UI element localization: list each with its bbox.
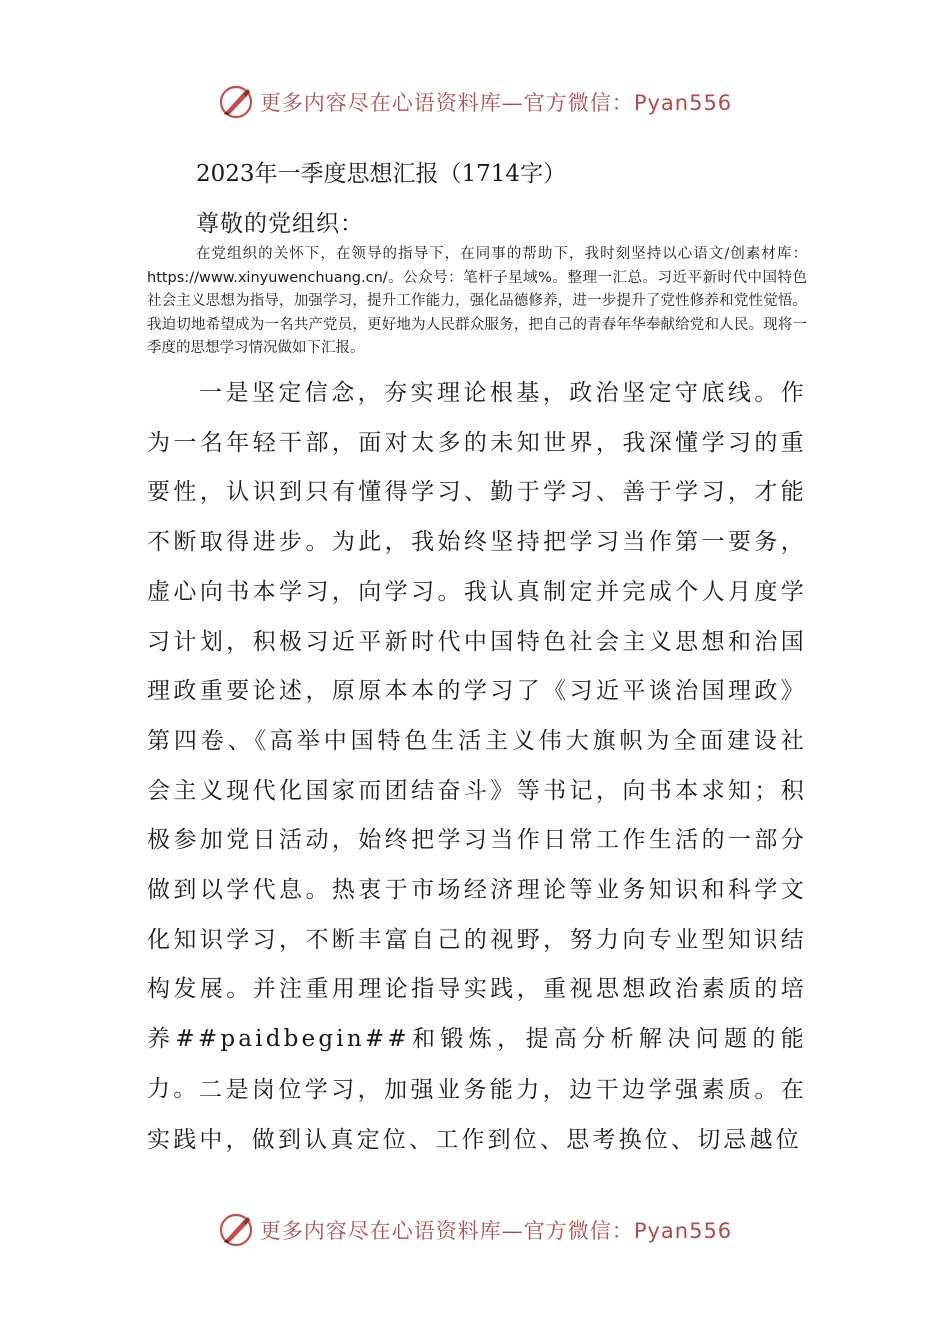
pen-logo-icon <box>218 84 254 120</box>
watermark-banner-top <box>0 82 950 122</box>
document-title: 2023年一季度思想汇报（1714字） <box>196 161 567 187</box>
watermark-text: 更多内容尽在心语资料库—官方微信：Pyan556 <box>259 91 733 115</box>
watermark-text: 更多内容尽在心语资料库—官方微信：Pyan556 <box>259 1219 733 1243</box>
pen-logo-icon <box>218 1212 254 1248</box>
body-paragraph-2: 二是岗位学习，加强业务能力，边干边学强素质。在实践中，做到认真定位、工作到位、思考换位、切忌越位 <box>147 1077 807 1153</box>
watermark-banner-bottom <box>0 1210 950 1250</box>
body-paragraph-1: 一是坚定信念，夯实理论根基，政治坚定守底线。作为一名年轻干部，面对太多的未知世界，我深懂学习的重要性，认识到只有懂得学习、勤于学习、善于学习，才能不断取得进步。为此，我始终坚持把学习当作第一要务，虚心向书本学习，向学习。我认真制定并完成个人月度学习计划，积极习近平新时代中国特色社会主义思想和治国理政重要论述，原原本本的学习了《习近平谈治国理政》第四卷、《高举中国特色生活主义伟大旗帜为全面建设社会主义现代化国家而团结奋斗》等书记，向书本求知；积极参加党日活动，始终把学习当作日常工作生活的一部分做到以学代息。热衷于市场经济理论等业务知识和科学文化知识学习，不断丰富自己的视野，努力向专业型知识结构发展。并注重用理论指导实践，重视思想政治素质的培养##paidbegin##和锻炼，提高分析解决问题的能力。 <box>147 380 807 1102</box>
intro-paragraph: 在党组织的关怀下，在领导的指导下，在同事的帮助下，我时刻坚持以心语文/创素材库：https://www.xinyuwenchuang.cn/。公众号：笔杆子星域%。整理一汇总。习近平新时代中国特色社会主义思想为指导，加强学习，提升工作能力，强化品德修养，进一步提升了党性修养和党性觉悟。我迫切地希望成为一名共产党员，更好地为人民群众服务，把自己的青春年华奉献给党和人民。现将一季度的思想学习情况做如下汇报。 <box>147 246 807 356</box>
wechat-id: Pyan556 <box>633 91 733 115</box>
salutation: 尊敬的党组织： <box>196 211 364 237</box>
wechat-id: Pyan556 <box>633 1219 733 1243</box>
